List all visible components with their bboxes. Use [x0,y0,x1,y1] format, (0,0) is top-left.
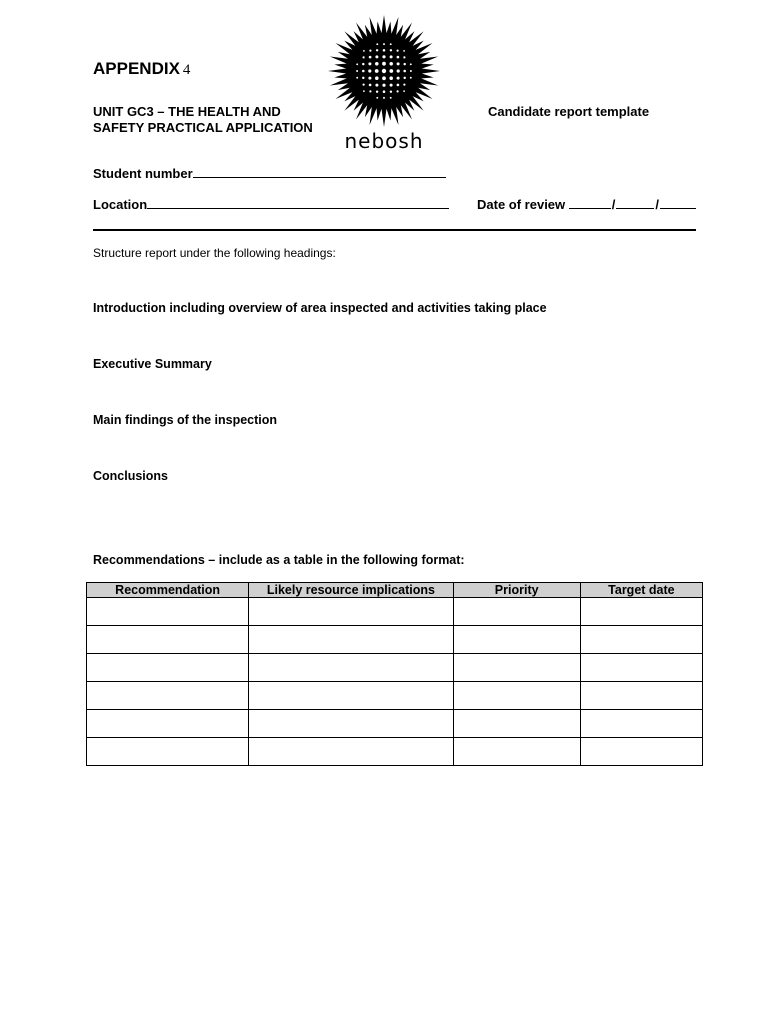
logo-dot [376,97,378,99]
table-cell[interactable] [87,598,249,626]
template-label: Candidate report template [488,104,650,119]
logo-dot [389,62,393,66]
table-cell[interactable] [580,682,702,710]
table-row [87,626,703,654]
nebosh-logo [322,15,446,160]
table-header-row [87,583,703,598]
logo-dot [403,56,405,58]
date-of-review-field[interactable] [477,197,696,212]
appendix-title [93,59,190,79]
logo-dot [375,55,378,58]
logo-dot [362,63,364,65]
table-cell[interactable] [87,738,249,766]
table-row [87,710,703,738]
table-cell[interactable] [249,682,453,710]
logo-dot [390,43,392,45]
table-cell[interactable] [87,654,249,682]
heading-recommendations: Recommendations – include as a table in the following format: [93,553,465,567]
table-cell[interactable] [249,654,453,682]
logo-dot [362,70,365,73]
student-number-field[interactable] [93,166,446,181]
logo-dot [369,84,372,87]
logo-dot [383,90,386,93]
logo-dot [382,84,385,87]
logo-dot [362,77,364,79]
table-row [87,738,703,766]
logo-dot [410,77,412,79]
table-cell[interactable] [453,598,580,626]
heading-executive-summary: Executive Summary [93,357,212,371]
logo-dot [403,90,405,92]
location-blank[interactable] [147,197,449,209]
logo-dot [410,63,412,65]
logo-dot [376,90,378,92]
logo-dot [389,69,393,73]
nebosh-sunburst-logo-icon [322,15,446,129]
table-cell[interactable] [453,710,580,738]
logo-dot [376,43,378,45]
logo-dot [383,43,385,45]
logo-dot [375,69,379,73]
logo-dot [368,69,371,72]
appendix-label: APPENDIX [93,59,180,78]
table-row [87,682,703,710]
table-cell[interactable] [87,626,249,654]
logo-dot [382,76,386,80]
student-number-label: Student number [93,166,193,181]
logo-dot [383,97,385,99]
logo-dot [403,63,405,65]
logo-dot [389,76,393,80]
table-cell[interactable] [580,598,702,626]
instruction-text: Structure report under the following headings: [93,246,336,260]
logo-dot [382,55,385,58]
table-row [87,654,703,682]
table-cell[interactable] [580,738,702,766]
logo-dot [368,77,371,80]
column-header-recommendation: Recommendation [87,583,249,598]
table-cell[interactable] [249,598,453,626]
date-separator: / [655,197,660,212]
logo-dot [382,69,386,73]
table-cell[interactable] [453,654,580,682]
column-header-target-date: Target date [580,583,702,598]
logo-dot [403,84,405,86]
table-cell[interactable] [87,682,249,710]
logo-dot [397,69,400,72]
logo-dot [390,55,393,58]
table-cell[interactable] [580,626,702,654]
logo-dot [369,90,371,92]
logo-dot [356,63,358,65]
logo-dot [375,76,379,80]
date-of-review-label: Date of review [477,197,566,212]
date-year-blank[interactable] [660,197,696,209]
logo-dot [390,97,392,99]
table-cell[interactable] [580,654,702,682]
table-cell[interactable] [453,738,580,766]
recommendations-table [86,582,703,766]
table-cell[interactable] [87,710,249,738]
column-header-priority: Priority [453,583,580,598]
logo-dot [375,62,379,66]
heading-introduction: Introduction including overview of area inspected and activities taking place [93,301,547,315]
logo-dot [369,50,371,52]
logo-dot [403,70,406,73]
logo-dot [410,70,412,72]
logo-dot [397,50,399,52]
logo-dot [376,49,378,51]
date-day-blank[interactable] [569,197,611,209]
logo-dot [363,84,365,86]
logo-dot [390,84,393,87]
logo-dot [397,90,399,92]
logo-dot [363,50,365,52]
table-row [87,598,703,626]
logo-dot [375,84,378,87]
logo-dot [369,56,372,59]
appendix-number: 4 [182,62,191,78]
logo-dot [397,84,400,87]
divider-rule [93,229,696,231]
logo-dot [363,56,365,58]
table-cell[interactable] [580,710,702,738]
logo-dot [397,56,400,59]
table-cell[interactable] [453,682,580,710]
logo-dot [382,62,386,66]
logo-dot [368,62,371,65]
logo-dot [403,77,405,79]
logo-dot [356,70,358,72]
date-month-blank[interactable] [616,197,654,209]
column-header-resource-implications: Likely resource implications [249,583,453,598]
table-cell[interactable] [249,738,453,766]
logo-dot [390,49,392,51]
logo-dot [397,77,400,80]
heading-main-findings: Main findings of the inspection [93,413,278,427]
logo-dot [356,77,358,79]
unit-title-line2: SAFETY PRACTICAL APPLICATION [93,120,313,135]
date-separator: / [611,197,616,212]
logo-text: nebosh [344,129,424,153]
table-cell[interactable] [453,626,580,654]
logo-dot [383,49,386,52]
logo-dot [363,90,365,92]
logo-dot [390,90,392,92]
unit-title-line1: UNIT GC3 – THE HEALTH AND [93,104,281,119]
table-cell[interactable] [249,710,453,738]
location-label: Location [93,197,148,212]
heading-conclusions: Conclusions [93,469,169,483]
location-field[interactable] [93,197,449,212]
table-cell[interactable] [249,626,453,654]
logo-dot [403,50,405,52]
student-number-blank[interactable] [193,166,446,178]
logo-dot [397,62,400,65]
